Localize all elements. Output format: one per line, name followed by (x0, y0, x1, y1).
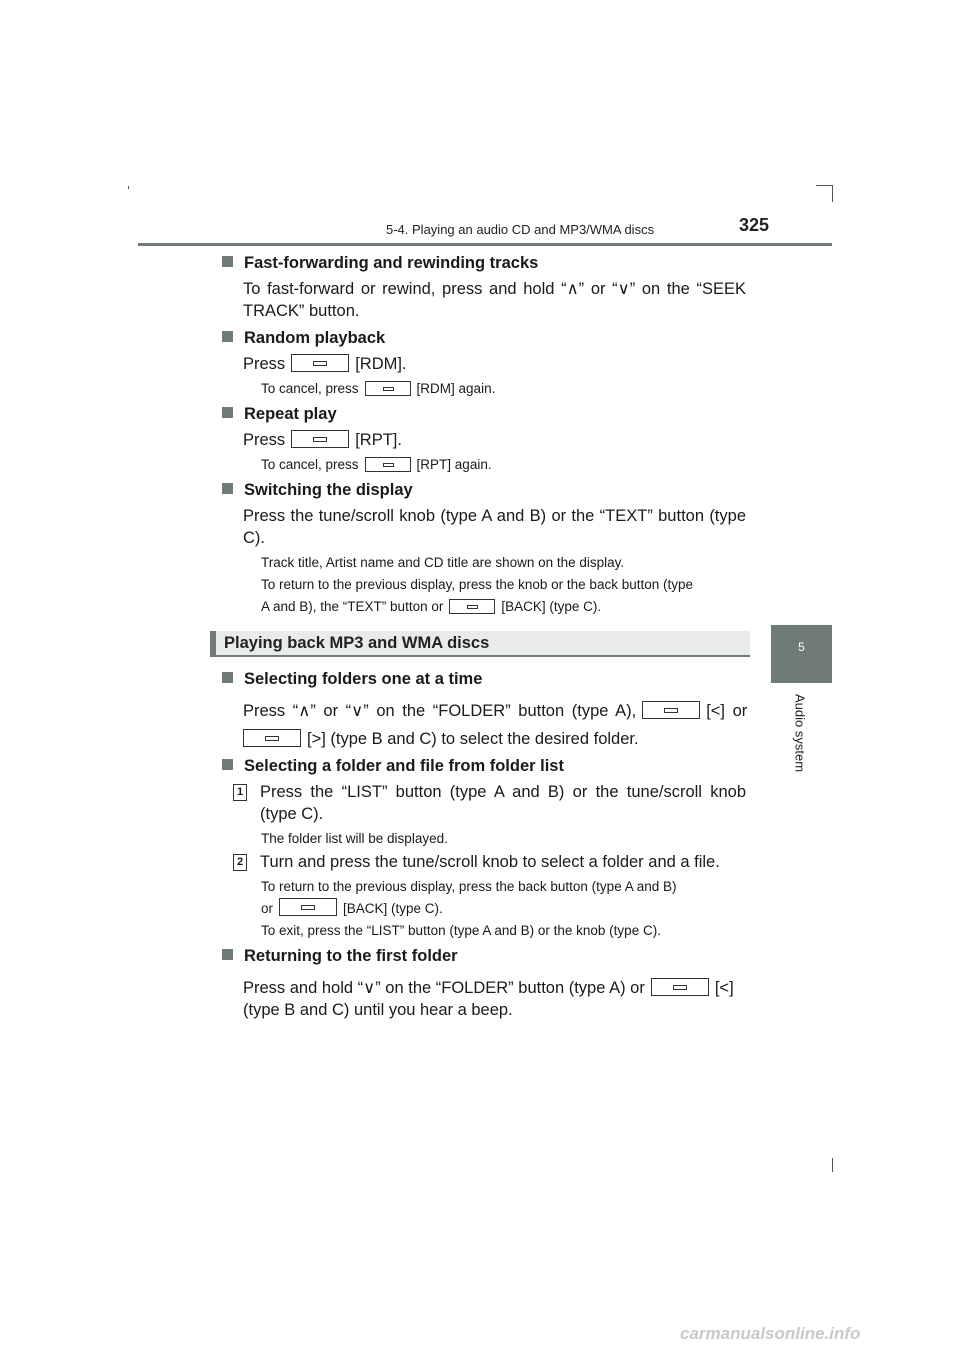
button-icon (365, 381, 411, 396)
note-list-a: To return to the previous display, press the back button (type A and B) (261, 879, 677, 894)
note-list-b (220, 898, 746, 920)
header-section-title: 5-4. Playing an audio CD and MP3/WMA discs (386, 222, 655, 237)
heading-folders (220, 668, 746, 690)
note-repeat-cancel (220, 454, 746, 476)
square-bullet-icon (222, 407, 233, 418)
paragraph-first-1 (220, 977, 746, 999)
press-text: Press (243, 431, 286, 449)
note-text: To cancel, press (261, 457, 359, 472)
button-icon (243, 729, 301, 747)
heading-text: Returning to the first folder (244, 947, 458, 965)
square-bullet-icon (222, 759, 233, 770)
paragraph-folders-1 (220, 700, 746, 722)
heading-first-folder (220, 945, 746, 967)
step-number-box: 1 (233, 784, 247, 801)
step-1 (220, 781, 746, 825)
heading-fast-forward (220, 252, 746, 274)
note-text: [RDM] again. (416, 381, 496, 396)
note-text: or (261, 901, 274, 916)
first-text: [<] (714, 979, 734, 997)
section-bar-edge (210, 631, 216, 657)
square-bullet-icon (222, 672, 233, 683)
button-icon (279, 898, 337, 916)
step-2 (220, 851, 746, 873)
heading-text: Repeat play (244, 405, 337, 423)
note-text: [BACK] (type C). (501, 599, 602, 614)
step-2-text: Turn and press the tune/scroll knob to select a folder and a file. (260, 853, 720, 871)
paragraph-folders-2 (220, 728, 746, 750)
chapter-title-vertical (760, 694, 840, 784)
heading-display (220, 479, 746, 501)
heading-text: Fast-forwarding and rewinding tracks (244, 254, 539, 272)
button-icon (291, 354, 349, 372)
paragraph-display: Press the tune/scroll knob (type A and B) or the “TEXT” button (type C). (243, 507, 746, 547)
button-icon (365, 457, 411, 472)
button-icon (642, 701, 700, 719)
note-list-step1: The folder list will be displayed. (261, 831, 448, 846)
heading-repeat (220, 403, 746, 425)
square-bullet-icon (222, 256, 233, 267)
folders-text: [<] or (706, 702, 748, 720)
note-text: [BACK] (type C). (343, 901, 443, 916)
heading-text: Random playback (244, 329, 386, 347)
button-icon (291, 430, 349, 448)
paragraph-random (220, 353, 746, 375)
note-list-c: To exit, press the “LIST” button (type A and B) or the knob (type C). (261, 923, 661, 938)
rpt-label: [RPT]. (355, 431, 402, 449)
crop-mark (832, 1158, 833, 1172)
watermark: carmanualsonline.info (680, 1324, 861, 1343)
heading-text: Selecting folders one at a time (244, 670, 483, 688)
heading-list (220, 755, 746, 777)
note-display-1: Track title, Artist name and CD title are shown on the display. (261, 555, 625, 570)
first-text: Press and hold “∨” on the “FOLDER” button (type A) or (243, 979, 645, 997)
rdm-label: [RDM]. (355, 355, 407, 373)
folders-text: Press “∧” or “∨” on the “FOLDER” button (type A), (243, 702, 637, 720)
note-display-2a: To return to the previous display, press the knob or the back button (type (261, 577, 693, 592)
button-icon (449, 599, 495, 614)
note-display-2b (220, 596, 746, 618)
note-text: A and B), the “TEXT” button or (261, 599, 444, 614)
paragraph-first-2: (type B and C) until you hear a beep. (243, 1001, 513, 1019)
square-bullet-icon (222, 949, 233, 960)
note-random-cancel (220, 378, 746, 400)
button-icon (651, 978, 709, 996)
page-number: 325 (739, 215, 770, 235)
step-1-text: Press the “LIST” button (type A and B) or the tune/scroll knob (type C). (260, 783, 746, 823)
press-text: Press (243, 355, 286, 373)
note-text: [RPT] again. (416, 457, 492, 472)
step-number-box: 2 (233, 854, 247, 871)
note-text: To cancel, press (261, 381, 359, 396)
square-bullet-icon (222, 331, 233, 342)
crop-mark (128, 186, 129, 189)
header-rule (138, 243, 832, 246)
paragraph-repeat (220, 429, 746, 451)
folders-text: [>] (type B and C) to select the desired folder. (307, 730, 639, 748)
section-title: Playing back MP3 and WMA discs (224, 634, 490, 652)
crop-mark (816, 185, 833, 186)
heading-text: Switching the display (244, 481, 413, 499)
square-bullet-icon (222, 483, 233, 494)
crop-mark (832, 185, 833, 202)
chapter-tab: 5 (771, 625, 832, 683)
chapter-title: Audio system (792, 694, 808, 773)
spacer (220, 618, 746, 668)
document-body (220, 252, 746, 1021)
heading-text: Selecting a folder and file from folder list (244, 757, 564, 775)
paragraph-fast-forward: To fast-forward or rewind, press and hold “∧” or “∨” on the “SEEK TRACK” button. (243, 280, 746, 320)
heading-random (220, 327, 746, 349)
